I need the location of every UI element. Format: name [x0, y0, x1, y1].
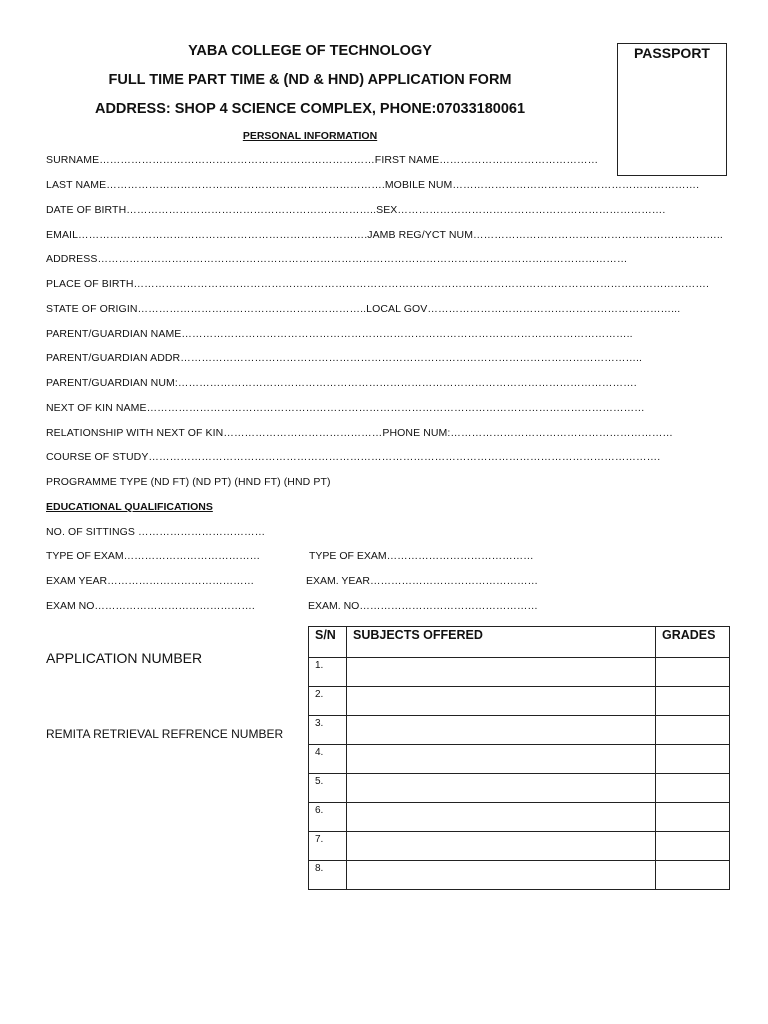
subject-cell[interactable] — [347, 716, 656, 745]
grade-cell[interactable] — [656, 803, 730, 832]
passport-label: PASSPORT — [634, 45, 710, 61]
grade-cell[interactable] — [656, 687, 730, 716]
row-number: 3. — [309, 716, 347, 745]
grade-cell[interactable] — [656, 774, 730, 803]
subject-cell[interactable] — [347, 687, 656, 716]
surname-firstname-line: SURNAME……………………………………………………………………FIRST NAME……………………………………… — [46, 154, 599, 166]
subjects-table — [308, 626, 730, 890]
row-number: 6. — [309, 803, 347, 832]
course-of-study-line: COURSE OF STUDY………………………………………………………………………………………………………………………………. — [46, 451, 661, 463]
programme-type-line: PROGRAMME TYPE (ND FT) (ND PT) (HND FT) (HND PT) — [46, 476, 331, 488]
row-number: 4. — [309, 745, 347, 774]
next-of-kin-line: NEXT OF KIN NAME…………………………………………………………………………………………………………………………… — [46, 402, 645, 414]
guardian-name-line: PARENT/GUARDIAN NAME……………………………………………………………………………………………………………….. — [46, 328, 633, 340]
subject-cell[interactable] — [347, 861, 656, 890]
exam-no-1: EXAM NO………………………………………. — [46, 600, 255, 612]
dob-sex-line: DATE OF BIRTH……………………………………………………………..SEX…………………………………………………………………. — [46, 204, 666, 216]
subjects-header-row — [309, 627, 730, 658]
table-row — [309, 745, 730, 774]
table-row — [309, 803, 730, 832]
exam-year-2: EXAM. YEAR………………………………………… — [306, 575, 538, 587]
personal-info-heading: PERSONAL INFORMATION — [242, 130, 378, 142]
subjects-header: SUBJECTS OFFERED — [347, 627, 656, 658]
table-row — [309, 687, 730, 716]
row-number: 8. — [309, 861, 347, 890]
grade-cell[interactable] — [656, 832, 730, 861]
table-row — [309, 861, 730, 890]
row-number: 1. — [309, 658, 347, 687]
subject-cell[interactable] — [347, 803, 656, 832]
email-jamb-line: EMAIL……………………………………………………………………….JAMB REG/YCT NUM…………………………………………………………….. — [46, 229, 723, 241]
subject-cell[interactable] — [347, 774, 656, 803]
subject-cell[interactable] — [347, 832, 656, 861]
application-number-label: APPLICATION NUMBER — [46, 650, 203, 666]
sittings-line: NO. OF SITTINGS ……………………………… — [46, 526, 266, 538]
row-number: 7. — [309, 832, 347, 861]
table-row — [309, 774, 730, 803]
grade-cell[interactable] — [656, 745, 730, 774]
grade-cell[interactable] — [656, 716, 730, 745]
exam-year-1: EXAM YEAR…………………………………… — [46, 575, 255, 587]
form-subtitle: FULL TIME PART TIME & (ND & HND) APPLICATION FORM — [108, 72, 512, 88]
grades-header: GRADES — [656, 627, 730, 658]
subject-cell[interactable] — [347, 658, 656, 687]
place-of-birth-line: PLACE OF BIRTH………………………………………………………………………………………………………………………………………………. — [46, 278, 709, 290]
passport-photo-box — [617, 43, 727, 176]
form-title: YABA COLLEGE OF TECHNOLOGY — [188, 43, 432, 59]
exam-type-1: TYPE OF EXAM………………………………… — [46, 550, 261, 562]
subject-cell[interactable] — [347, 745, 656, 774]
address-line: ADDRESS…………………………………………………………………………………………………………………………………… — [46, 253, 628, 265]
kin-relationship-line: RELATIONSHIP WITH NEXT OF KIN………………………………………PHONE NUM:……………………………………………………… — [46, 427, 674, 439]
guardian-addr-line: PARENT/GUARDIAN ADDR………………………………………………………………………………………………………………….. — [46, 352, 643, 364]
guardian-num-line: PARENT/GUARDIAN NUM:…………………………………………………………………………………………………………………. — [46, 377, 637, 389]
table-row — [309, 658, 730, 687]
grade-cell[interactable] — [656, 658, 730, 687]
exam-no-2: EXAM. NO…………………………………………… — [308, 600, 538, 612]
education-heading: EDUCATIONAL QUALIFICATIONS — [46, 501, 213, 513]
exam-type-2: TYPE OF EXAM…………………………………… — [309, 550, 534, 562]
sn-header: S/N — [309, 627, 347, 658]
state-lga-line: STATE OF ORIGIN………………………………………………………..LOCAL GOV……………………………………………………………... — [46, 303, 681, 315]
row-number: 2. — [309, 687, 347, 716]
form-address: ADDRESS: SHOP 4 SCIENCE COMPLEX, PHONE:07033180061 — [94, 101, 526, 117]
remita-label: REMITA RETRIEVAL REFRENCE NUMBER — [46, 727, 284, 741]
grade-cell[interactable] — [656, 861, 730, 890]
table-row — [309, 716, 730, 745]
lastname-mobile-line: LAST NAME…………………………………………………………………….MOBILE NUM……………………………………………………………. — [46, 179, 700, 191]
table-row — [309, 832, 730, 861]
row-number: 5. — [309, 774, 347, 803]
